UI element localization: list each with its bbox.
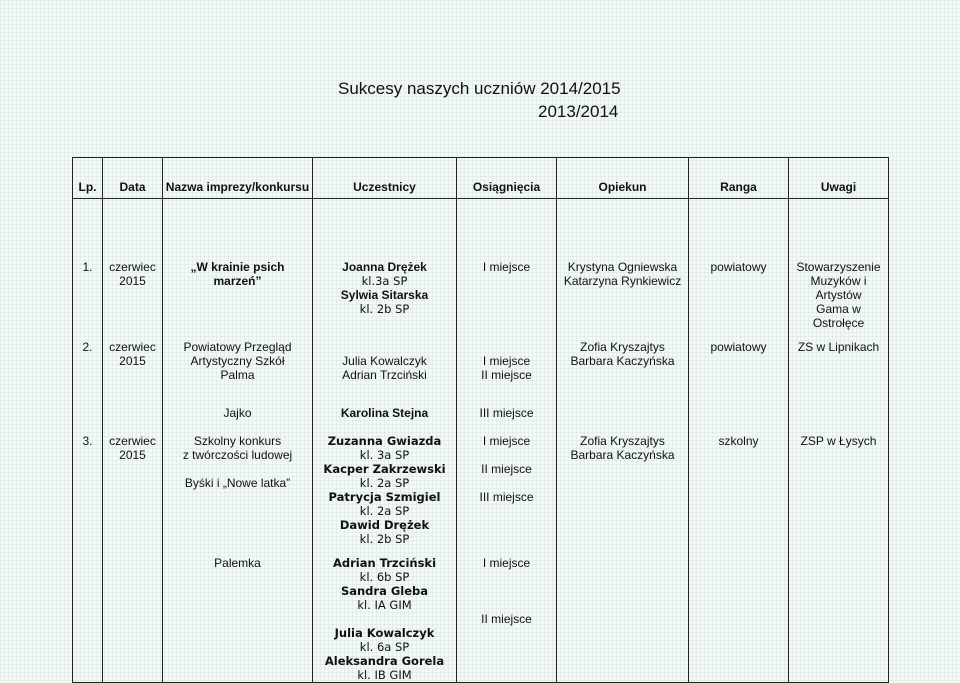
row2-sub-event: Jajko: [163, 406, 313, 434]
header-lp: Lp.: [73, 158, 103, 199]
row3-sub-participants: Adrian Trzciński kl. 6b SP Sandra Gleba kl. IA GIM Julia Kowalczyk kl. 6a SP Aleksandra Gorela kl. IB GIM: [313, 552, 457, 683]
row1-lp: 1.: [73, 260, 103, 340]
table-row: [73, 552, 889, 683]
table-row: [73, 434, 889, 552]
row1-supervisors: Krystyna Ogniewska Katarzyna Rynkiewicz: [557, 260, 689, 340]
row3-event: Szkolny konkurs z twórczości ludowej Byśki i „Nowe latka”: [163, 434, 313, 552]
table-row: [73, 406, 889, 434]
title-line-1: Sukcesy naszych uczniów 2014/2015: [338, 79, 621, 98]
row3-sub-event: Palemka: [163, 552, 313, 683]
header-event: Nazwa imprezy/konkursu: [163, 158, 313, 199]
row1-rank: powiatowy: [689, 260, 789, 340]
row1-event: „W krainie psich marzeń”: [163, 260, 313, 340]
row2-supervisors: Zofia Kryszajtys Barbara Kaczyńska: [557, 340, 689, 406]
row2-sub-achievement: III miejsce: [457, 406, 557, 434]
row2-participants: Julia Kowalczyk Adrian Trzciński: [313, 340, 457, 406]
header-supervisor: Opiekun: [557, 158, 689, 199]
row3-date: czerwiec 2015: [103, 434, 163, 552]
row2-rank: powiatowy: [689, 340, 789, 406]
row2-lp: 2.: [73, 340, 103, 406]
row1-participants: Joanna Drężek kl.3a SP Sylwia Sitarska kl. 2b SP: [313, 260, 457, 340]
title-line-2: 2013/2014: [538, 102, 619, 121]
row3-sub-achievements: I miejsce II miejsce: [457, 552, 557, 683]
row1-date: czerwiec 2015: [103, 260, 163, 340]
row3-achievements: I miejsce II miejsce III miejsce: [457, 434, 557, 552]
header-rank: Ranga: [689, 158, 789, 199]
row1-achievement: I miejsce: [457, 260, 557, 340]
header-notes: Uwagi: [789, 158, 889, 199]
achievements-table: [72, 157, 889, 683]
row2-achievements: I miejsce II miejsce: [457, 340, 557, 406]
row1-notes: Stowarzyszenie Muzyków i Artystów Gama w Ostrołęce: [789, 260, 889, 340]
row3-participants: Zuzanna Gwiazda kl. 3a SP Kacper Zakrzewski kl. 2a SP Patrycja Szmigiel kl. 2a SP Dawid Drężek kl. 2b SP: [313, 434, 457, 552]
row3-lp: 3.: [73, 434, 103, 552]
row2-notes: ZS w Lipnikach: [789, 340, 889, 406]
row2-date: czerwiec 2015: [103, 340, 163, 406]
header-date: Data: [103, 158, 163, 199]
table-row: [73, 260, 889, 340]
table-header-row: [73, 158, 889, 199]
row3-notes: ZSP w Łysych: [789, 434, 889, 552]
row2-sub-participant: Karolina Stejna: [313, 406, 457, 434]
header-achievements: Osiągnięcia: [457, 158, 557, 199]
row2-event: Powiatowy Przegląd Artystyczny Szkół Palma: [163, 340, 313, 406]
row3-rank: szkolny: [689, 434, 789, 552]
table-row: [73, 340, 889, 406]
table-row: [73, 199, 889, 261]
row3-supervisors: Zofia Kryszajtys Barbara Kaczyńska: [557, 434, 689, 552]
header-participants: Uczestnicy: [313, 158, 457, 199]
